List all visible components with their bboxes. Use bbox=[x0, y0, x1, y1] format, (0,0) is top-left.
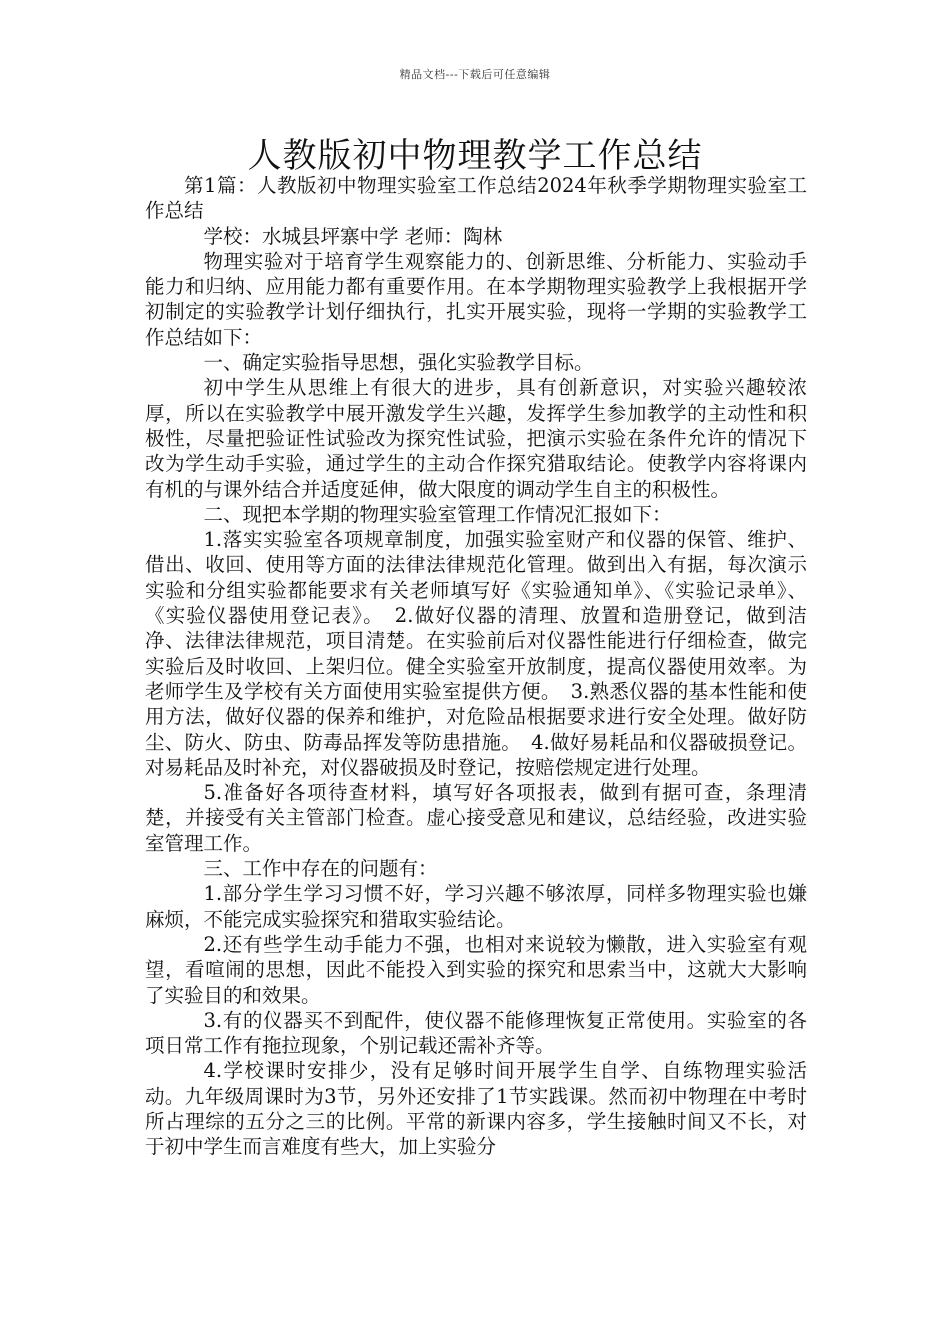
paragraph-school-teacher: 学校：水城县坪寨中学 老师：陶林 bbox=[203, 224, 503, 248]
paragraph-section-2-items: 1.落实实验室各项规章制度，加强实验室财产和仪器的保管、维护、借出、收回、使用等方面的法律法律规范化管理。做到出入有据，每次演示实验和分组实验都能要求有关老师填写好《实验通知单》、《实验记录单》、《实验仪器使用登记表》。 2.做好仪器的清理、放置和造册登记，做到洁净、法律法律规范，项目清楚。在实验前后对仪器性能进行仔细检查，做完实验后及时收回、上架归位。健全实验室开放制度，提高仪器使用效率。为老师学生及学校有关方面使用实验室提供方便。 3.熟悉仪器的基本性能和使用方法，做好仪器的保养和维护，对危险品根据要求进行安全处理。做好防尘、防火、防虫、防毒品挥发等防患措施。 4.做好易耗品和仪器破损登记。对易耗品及时补充，对仪器破损及时登记，按赔偿规定进行处理。 bbox=[145, 528, 807, 779]
header-note: 精品文档---下载后可任意编辑 bbox=[399, 68, 551, 81]
paragraph-problem-3: 3.有的仪器买不到配件，使仪器不能修理恢复正常使用。实验室的各项日常工作有拖拉现象，个别记载还需补齐等。 bbox=[145, 1008, 807, 1058]
paragraph-section-1-body: 初中学生从思维上有很大的进步，具有创新意识，对实验兴趣较浓厚，所以在实验教学中展开激发学生兴趣，发挥学生参加教学的主动性和积极性，尽量把验证性试验改为探究性试验，把演示实验在条件允许的情况下改为学生动手实验，通过学生的主动合作探究猎取结论。使教学内容将课内有机的与课外结合并适度延伸，做大限度的调动学生自主的积极性。 bbox=[145, 376, 807, 501]
paragraph-problem-4: 4.学校课时安排少，没有足够时间开展学生自学、自练物理实验活动。九年级周课时为3节，另外还安排了1节实践课。然而初中物理在中考时所占理综的五分之三的比例。平常的新课内容多，学生接触时间又不长，对于初中学生而言难度有些大，加上实验分 bbox=[145, 1059, 807, 1159]
document-title: 人教版初中物理教学工作总结 bbox=[247, 136, 703, 176]
paragraph-problem-1: 1.部分学生学习习惯不好，学习兴趣不够浓厚，同样多物理实验也嫌麻烦，不能完成实验探究和猎取实验结论。 bbox=[145, 882, 807, 931]
paragraph-section-3-heading: 三、工作中存在的问题有： bbox=[203, 857, 438, 881]
paragraph-section-2-heading: 二、现把本学期的物理实验室管理工作情况汇报如下： bbox=[203, 502, 672, 526]
paragraph-problem-2: 2.还有些学生动手能力不强，也相对来说较为懒散，进入实验室有观望，看喧闹的思想，因此不能投入到实验的探究和思索当中，这就大大影响了实验目的和效果。 bbox=[145, 932, 807, 1007]
document-body bbox=[145, 173, 807, 1160]
paragraph-article-heading: 第1篇：人教版初中物理实验室工作总结2024年秋季学期物理实验室工作总结 bbox=[145, 174, 807, 223]
paragraph-section-1-heading: 一、确定实验指导思想，强化实验教学目标。 bbox=[203, 351, 594, 375]
paragraph-intro: 物理实验对于培育学生观察能力的、创新思维、分析能力、实验动手能力和归纳、应用能力都有重要作用。在本学期物理实验教学上我根据开学初制定的实验教学计划仔细执行，扎实开展实验，现将一学期的实验教学工作总结如下： bbox=[145, 249, 807, 349]
paragraph-section-2-item-5: 5.准备好各项待查材料，填写好各项报表，做到有据可查，条理清楚，并接受有关主管部门检查。虚心接受意见和建议，总结经验，改进实验室管理工作。 bbox=[145, 781, 807, 855]
